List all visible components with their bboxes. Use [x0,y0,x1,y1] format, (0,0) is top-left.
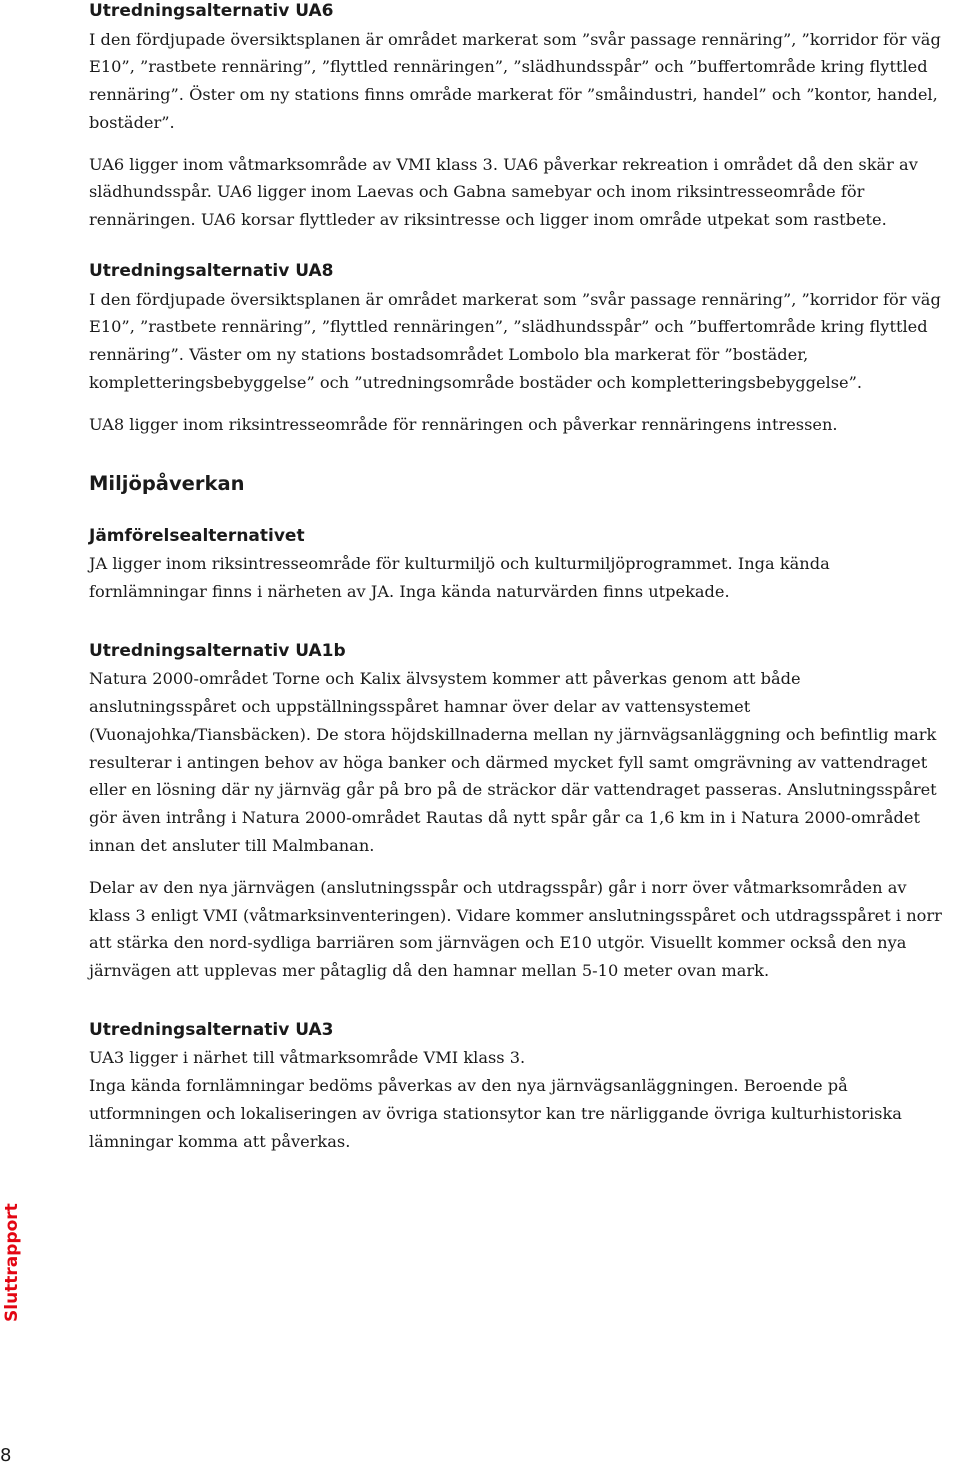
heading-ua8: Utredningsalternativ UA8 [89,261,334,282]
heading-ua1b: Utredningsalternativ UA1b [89,640,346,661]
side-label-sluttrapport: Sluttrapport [2,1203,22,1322]
paragraph-ua8-impact: UA8 ligger inom riksintresseområde för rennäringen och påverkar rennäringens intressen. [89,414,838,434]
document-body [89,0,951,1156]
heading-ua6: Utredningsalternativ UA6 [89,1,334,21]
page-number: 8 [0,1445,12,1466]
paragraph-ua8-plan: I den fördjupade översiktsplanen är området markerat som ”svår passage rennäring”, ”korridor för väg E10”, ”rastbete rennäring”, ”flyttled rennäringen”, ”slädhundsspår” och ”buffertområde kring flyttled rennäring”. Väster om ny stations bostadsområdet Lombolo bla markerat för ”bostäder, kompletteringsbebyggelse” och ”utredningsområde bostäder och kompletteringsbebyggelse”. [89,289,941,392]
paragraph-ua1b-vatmark: Delar av den nya järnvägen (anslutningsspår och utdragsspår) går i norr över våtmarksområden av klass 3 enligt VMI (våtmarksinventeringen). Vidare kommer anslutningsspåret och utdragsspåret i norr att stärka den nord-sydliga barriären som järnvägen och E10 utgör. Visuellt kommer också den nya järnvägen att upplevas mer påtaglig då den hamnar mellan 5-10 meter ovan mark. [89,877,942,981]
paragraph-ua3-vatmark: UA3 ligger i närhet till våtmarksområde VMI klass 3. [89,1048,526,1068]
heading-miljopaverkan: Miljöpåverkan [89,471,245,495]
heading-jamforelsealternativet: Jämförelsealternativet [89,525,305,546]
paragraph-ua6-plan: I den fördjupade översiktsplanen är området markerat som ”svår passage rennäring”, ”korridor för väg E10”, ”rastbete rennäring”, ”flyttled rennäringen”, ”slädhundsspår” och ”buffertområde kring flyttled rennäring”. Öster om ny stations finns område markerat för ”småindustri, handel” och ”kontor, handel, bostäder”. [89,29,941,132]
paragraph-ua1b-natura: Natura 2000-området Torne och Kalix älvsystem kommer att påverkas genom att både anslutningsspåret och uppställningsspåret hamnar över delar av vattensystemet (Vuonajohka/Tiansbäcken). De stora höjdskillnaderna mellan ny järnvägsanläggning och befintlig mark resulterar i antingen behov av höga banker och därmed mycket fyll samt omgrävning av vattendraget eller en lösning där ny järnväg går på bro på de sträckor där vattendraget passeras. Anslutningsspåret gör även intrång i Natura 2000-området Rautas då nytt spår går ca 1,6 km in i Natura 2000-området innan det ansluter till Malmbanan. [89,669,937,855]
paragraph-ja: JA ligger inom riksintresseområde för kulturmiljö och kulturmiljöprogrammet. Inga kända fornlämningar finns i närheten av JA. Inga kända naturvärden finns utpekade. [89,554,830,601]
heading-ua3: Utredningsalternativ UA3 [89,1019,334,1040]
paragraph-ua6-impact: UA6 ligger inom våtmarksområde av VMI klass 3. UA6 påverkar rekreation i området då den skär av slädhundsspår. UA6 ligger inom Laevas och Gabna samebyar och inom riksintresseområde för rennäringen. UA6 korsar flyttleder av riksintresse och ligger inom område utpekat som rastbete. [89,154,918,230]
paragraph-ua3-fornlamningar: Inga kända fornlämningar bedöms påverkas av den nya järnvägsanläggningen. Beroende på utformningen och lokaliseringen av övriga stationsytor kan tre närliggande övriga kulturhistoriska lämningar komma att påverkas. [89,1076,902,1151]
